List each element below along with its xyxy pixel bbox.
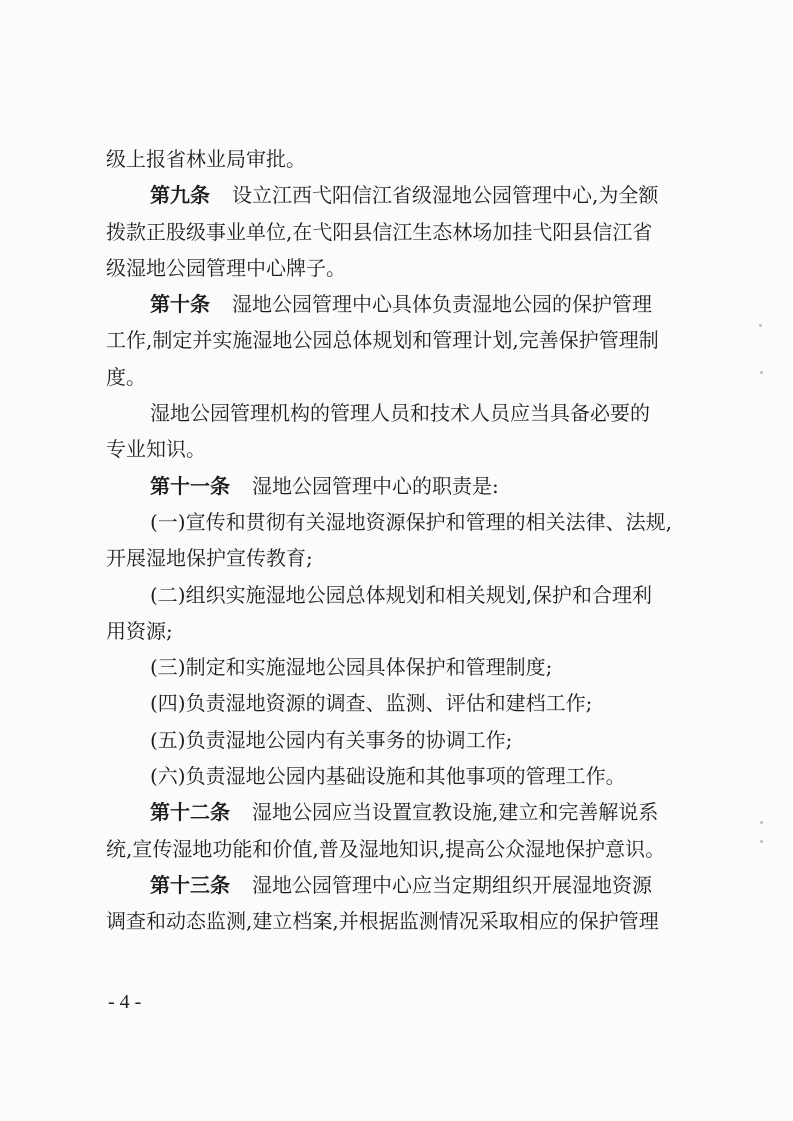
- text-line: [106, 903, 692, 939]
- article-line: [106, 794, 692, 830]
- scan-speck: [760, 840, 763, 843]
- line-text: (三)制定和实施湿地公园具体保护和管理制度;: [150, 655, 553, 680]
- line-text: 调查和动态监测,建立档案,并根据监测情况采取相应的保护管理: [106, 909, 659, 934]
- text-line: [106, 685, 692, 721]
- line-text: (五)负责湿地公园内有关事务的协调工作;: [150, 727, 513, 752]
- line-text: 湿地公园管理中心应当定期组织开展湿地资源: [252, 872, 652, 897]
- text-line: [106, 722, 692, 758]
- scan-speck: [759, 324, 762, 327]
- line-text: 级湿地公园管理中心牌子。: [106, 255, 346, 280]
- text-line: [106, 431, 692, 467]
- text-line: [106, 649, 692, 685]
- line-text: 拨款正股级事业单位,在弋阳县信江生态林场加挂弋阳县信江省: [106, 219, 653, 244]
- article-heading: 第十三条: [150, 872, 230, 897]
- text-line: [106, 613, 692, 649]
- article-line: [106, 177, 692, 213]
- text-line: [106, 504, 692, 540]
- article-heading: 第十二条: [150, 800, 230, 825]
- text-line: [106, 395, 692, 431]
- line-text: 湿地公园管理机构的管理人员和技术人员应当具备必要的: [150, 401, 650, 426]
- text-line: [106, 758, 692, 794]
- line-text: (一)宣传和贯彻有关湿地资源保护和管理的相关法律、法规,: [150, 509, 672, 534]
- article-heading: 第十条: [150, 292, 210, 317]
- line-text: 统,宣传湿地功能和价值,普及湿地知识,提高公众湿地保护意识。: [106, 836, 666, 861]
- line-text: 度。: [106, 364, 146, 389]
- document-body: [106, 141, 692, 940]
- line-text: 设立江西弋阳信江省级湿地公园管理中心,为全额: [232, 183, 659, 208]
- line-text: 湿地公园管理中心的职责是:: [252, 473, 499, 498]
- text-line: [106, 540, 692, 576]
- scan-speck: [760, 821, 763, 824]
- line-text: 湿地公园应当设置宣教设施,建立和完善解说系: [252, 800, 659, 825]
- line-text: (六)负责湿地公园内基础设施和其他事项的管理工作。: [150, 764, 626, 789]
- text-line: [106, 214, 692, 250]
- article-heading: 第十一条: [150, 473, 230, 498]
- line-text: 工作,制定并实施湿地公园总体规划和管理计划,完善保护管理制: [106, 328, 659, 353]
- text-line: [106, 250, 692, 286]
- text-line: [106, 359, 692, 395]
- scan-speck: [760, 371, 763, 374]
- text-line: [106, 141, 692, 177]
- line-text: (四)负责湿地资源的调查、监测、评估和建档工作;: [150, 691, 593, 716]
- line-text: 级上报省林业局审批。: [106, 147, 306, 171]
- article-line: [106, 468, 692, 504]
- text-line: [106, 577, 692, 613]
- page-number: - 4 -: [108, 991, 142, 1013]
- line-text: 开展湿地保护宣传教育;: [106, 546, 313, 571]
- article-heading: 第九条: [150, 183, 210, 208]
- article-line: [106, 867, 692, 903]
- article-line: [106, 286, 692, 322]
- line-text: 湿地公园管理中心具体负责湿地公园的保护管理: [232, 292, 652, 317]
- line-text: 用资源;: [106, 618, 173, 643]
- line-text: 专业知识。: [106, 437, 206, 462]
- text-line: [106, 322, 692, 358]
- text-line: [106, 831, 692, 867]
- line-text: (二)组织实施湿地公园总体规划和相关规划,保护和合理利: [150, 582, 652, 607]
